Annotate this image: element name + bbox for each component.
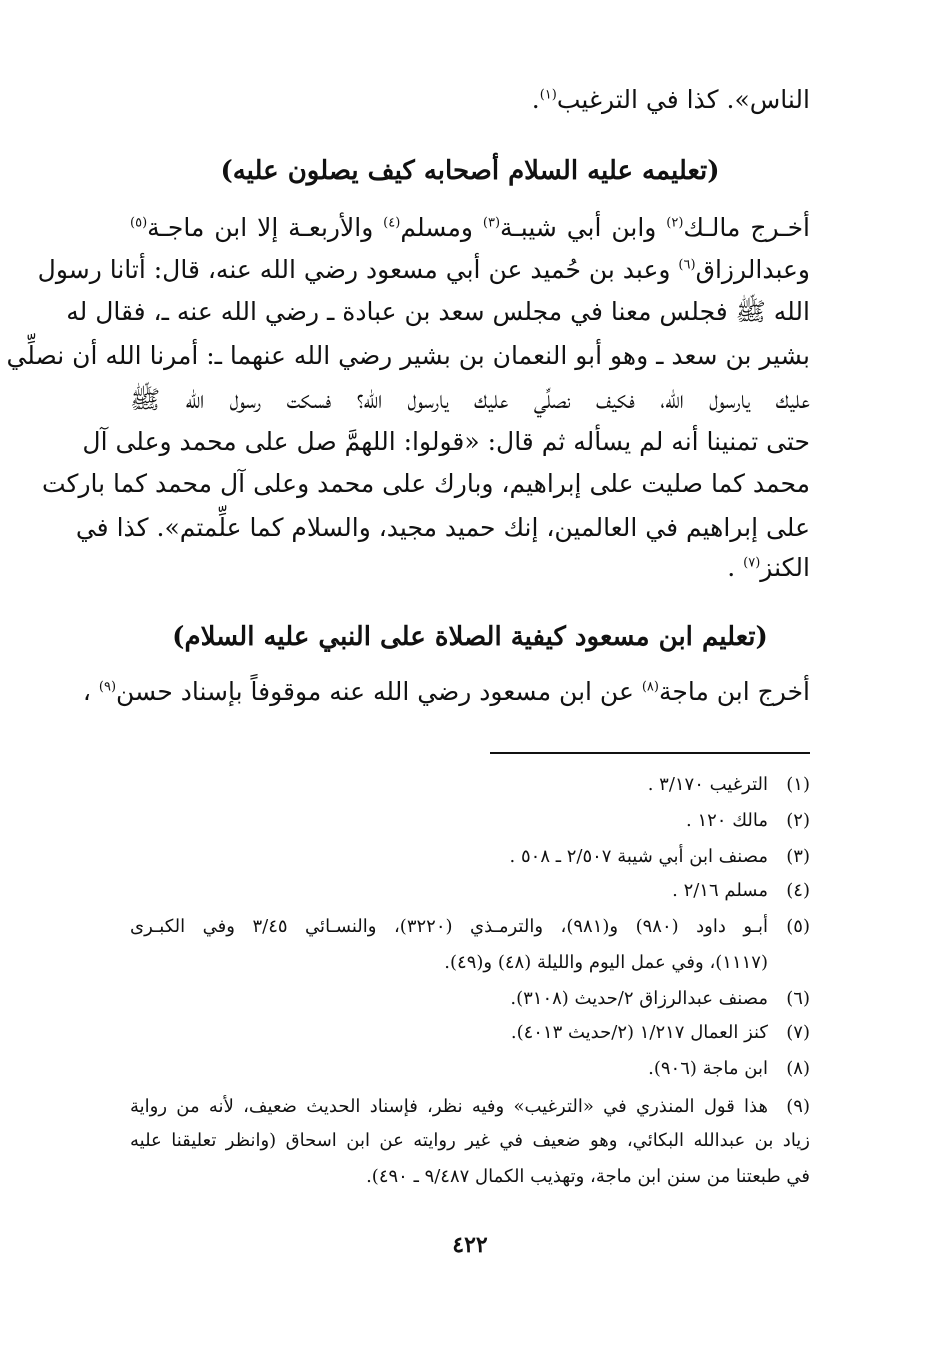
text-line: الله ﷺ فجلس معنا في مجلس سعد بن عبادة ـ رضي الله عنه ـ، فقال له <box>66 297 810 326</box>
footnote-number: (٦) <box>786 988 810 1009</box>
footnote-text: مصنف ابن أبي شيبة ٢/٥٠٧ ـ ٥٠٨ . <box>509 846 768 867</box>
page-number: ٤٢٢ <box>452 1232 488 1258</box>
footnote-number: (١) <box>786 774 810 795</box>
footnote-text: مالك ١٢٠ . <box>686 810 768 831</box>
footnote-item <box>130 874 810 908</box>
text-span: وعبد بن حُميد عن أبي مسعود رضي الله عنه، قال: أتانا رسول <box>37 255 679 284</box>
text-line: على إبراهيم في العالمين، إنك حميد مجيد، والسلام كما علِّمتم». كذا في <box>75 513 810 542</box>
footnote-continuation: زياد بن عبدالله البكائي، وهو ضعيف في غير روايته عن ابن اسحاق (وانظر تعليقنا عليه <box>130 1130 811 1151</box>
footnote-item <box>130 840 810 874</box>
footnote-ref: (٩) <box>98 679 117 695</box>
text-span: وعبدالرزاق <box>695 255 810 284</box>
footnote-number: (٢) <box>786 810 810 831</box>
section-heading-2: (تعليم ابن مسعود كيفية الصلاة على النبي عليه السلام) <box>172 622 768 652</box>
footnote-continuation: في طبعتنا من سنن ابن ماجة، وتهذيب الكمال ٩/٤٨٧ ـ ٤٩٠). <box>366 1166 810 1187</box>
footnote-ref: (٧) <box>743 555 761 571</box>
footnote-ref: (٨) <box>641 679 659 695</box>
footnote-ref: (١) <box>539 87 557 103</box>
footnote-text: ابن ماجة (٩٠٦). <box>648 1058 768 1079</box>
footnote-number: (٤) <box>786 880 810 901</box>
footnote-text: أبـو داود (٩٨٠) و(٩٨١)، والترمـذي (٣٢٢٠)، والنسـائي ٣/٤٥ وفي الكبـرى <box>130 916 768 937</box>
footnote-ref: (٤) <box>383 215 401 231</box>
footnote-ref: (٦) <box>678 257 696 273</box>
footnote-number: (٥) <box>786 916 810 937</box>
text-span: . <box>727 553 744 582</box>
footnote-text: مصنف عبدالرزاق ٢/حديث (٣١٠٨). <box>510 988 768 1009</box>
text-span: والأربعـة إلا ابن ماجـة <box>147 213 384 242</box>
footnote-number: (٣) <box>786 846 810 867</box>
text-line: عليك يارسول الله، فكيف نصلِّي عليك يارسول الله؟ فسكت رسول الله ﷺ <box>130 385 810 414</box>
text-line: حتى تمنينا أنه لم يسأله ثم قال: «قولوا: اللهمَّ صل على محمد وعلى آل <box>82 427 810 456</box>
footnote-item <box>130 1052 810 1086</box>
footnote-text: مسلم ٢/١٦ . <box>672 880 768 901</box>
text-line <box>83 672 810 712</box>
text-span: الناس». كذا في الترغيب <box>556 85 810 114</box>
footnote-number: (٩) <box>786 1096 810 1117</box>
text-line <box>532 80 810 120</box>
footnote-number: (٨) <box>786 1058 810 1079</box>
footnote-ref: (٣) <box>482 215 501 231</box>
footnote-item <box>130 804 810 838</box>
text-span: عن ابن مسعود رضي الله عنه موقوفاً بإسناد حسن <box>116 677 642 706</box>
text-line <box>130 208 810 248</box>
footnote-item <box>130 768 810 802</box>
text-span: وابن أبي شيبـة <box>500 213 667 242</box>
footnote-text: كنز العمال ١/٢١٧ (٢/حديث ٤٠١٣). <box>510 1022 768 1043</box>
text-line <box>727 548 810 588</box>
footnote-ref: (٢) <box>666 215 684 231</box>
text-span: أخـرج مالـك <box>683 213 810 242</box>
footnote-item <box>130 1090 810 1124</box>
text-span: . <box>531 85 540 114</box>
footnote-number: (٧) <box>786 1022 810 1043</box>
text-line: بشير بن سعد ـ وهو أبو النعمان بن بشير رضي الله عنهما ـ: أمرنا الله أن نصلِّي <box>6 341 810 370</box>
footnote-item <box>130 982 810 1016</box>
section-heading-1: (تعليمه عليه السلام أصحابه كيف يصلون عليه) <box>220 156 720 186</box>
footnote-item <box>130 1016 810 1050</box>
footnote-separator <box>490 752 810 754</box>
footnote-item <box>130 910 810 944</box>
footnote-ref: (٥) <box>130 215 148 231</box>
text-span: ومسلم <box>400 213 483 242</box>
text-span: أخرج ابن ماجة <box>658 677 810 706</box>
text-line <box>37 250 810 290</box>
footnote-continuation: (١١١٧)، وفي عمل اليوم والليلة (٤٨) و(٤٩). <box>444 952 768 973</box>
text-line: محمد كما صليت على إبراهيم، وبارك على محمد وعلى آل محمد كما باركت <box>42 469 810 498</box>
text-span: ، <box>82 677 99 706</box>
footnote-text: الترغيب ٣/١٧٠ . <box>647 774 768 795</box>
text-span: الكنز <box>760 553 810 582</box>
footnote-text: هذا قول المنذري في «الترغيب» وفيه نظر، فإسناد الحديث ضعيف، لأنه من رواية <box>130 1096 768 1117</box>
